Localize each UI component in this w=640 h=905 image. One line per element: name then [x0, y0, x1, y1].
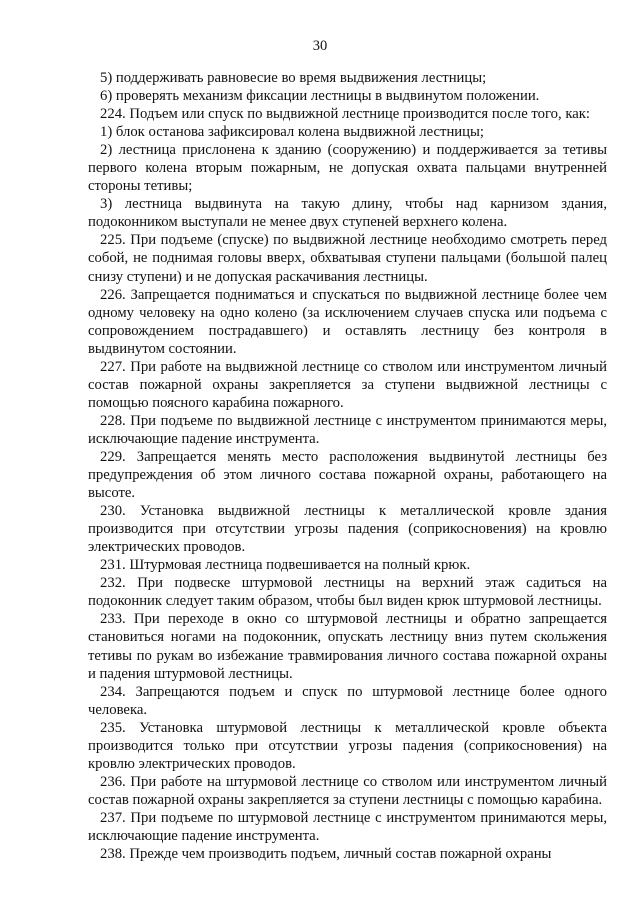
paragraph: 236. При работе на штурмовой лестнице со стволом или инструментом личный состав пожарной охраны закрепляется за ступени лестницы с помощью карабина.: [88, 773, 607, 808]
paragraph: 225. При подъеме (спуске) по выдвижной лестнице необходимо смотреть перед собой, не поднимая головы вверх, обхватывая ступени пальцами (большой палец снизу ступени) и не допуская раскачивания лестницы.: [88, 232, 607, 285]
paragraph: 227. При работе на выдвижной лестнице со стволом или инструментом личный состав пожарной охраны закрепляется за ступени выдвижной лестницы с помощью поясного карабина пожарного.: [88, 358, 607, 411]
paragraph: 235. Установка штурмовой лестницы к металлической кровле объекта производится только при отсутствии угрозы падения (соприкосновения) на кровлю электрических проводов.: [88, 719, 607, 772]
page-number: 30: [312, 38, 328, 54]
paragraph: 232. При подвеске штурмовой лестницы на верхний этаж садиться на подоконник следует таким образом, чтобы был виден крюк штурмовой лестницы.: [88, 575, 607, 610]
paragraph: 238. Прежде чем производить подъем, личный состав пожарной охраны: [100, 846, 552, 863]
paragraph: 6) проверять механизм фиксации лестницы в выдвинутом положении.: [100, 88, 540, 105]
paragraph: 1) блок останова зафиксировал колена выдвижной лестницы;: [100, 124, 484, 141]
paragraph: 226. Запрещается подниматься и спускаться по выдвижной лестнице более чем одному человеку на одно колено (за исключением случаев спуска или подъема с сопровождением пострадавшего) и оставлять лестницу без контроля в выдвинутом состоянии.: [88, 286, 607, 357]
paragraph: 229. Запрещается менять место расположения выдвинутой лестницы без предупреждения об этом личного состава пожарной охраны, работающего на высоте.: [88, 448, 607, 502]
paragraph: 5) поддерживать равновесие во время выдвижения лестницы;: [100, 70, 487, 86]
paragraph: 3) лестница выдвинута на такую длину, чтобы над карнизом здания, подоконником выступали не менее двух ступеней верхнего колена.: [88, 196, 607, 231]
document-body: [88, 69, 607, 863]
paragraph: 234. Запрещаются подъем и спуск по штурмовой лестнице более одного человека.: [88, 683, 607, 718]
paragraph: 230. Установка выдвижной лестницы к металлической кровле здания производится при отсутствии угрозы падения (соприкосновения) на кровлю электрических проводов.: [88, 503, 607, 556]
paragraph: 224. Подъем или спуск по выдвижной лестнице производится после того, как:: [100, 106, 590, 123]
paragraph: 2) лестница прислонена к зданию (сооружению) и поддерживается за тетивы первого колена вторым пожарным, не допуская охвата пальцами внутренней стороны тетивы;: [88, 142, 607, 195]
paragraph: 237. При подъеме по штурмовой лестнице с инструментом принимаются меры, исключающие падение инструмента.: [88, 809, 607, 844]
paragraph: 231. Штурмовая лестница подвешивается на полный крюк.: [100, 557, 471, 574]
paragraph: 233. При переходе в окно со штурмовой лестницы и обратно запрещается становиться ногами на подоконник, опускать лестницу вниз путем скольжения тетивы по рукам во избежание травмирования личного состава пожарной охраны и падения штурмовой лестницы.: [88, 611, 607, 682]
paragraph: 228. При подъеме по выдвижной лестнице с инструментом принимаются меры, исключающие падение инструмента.: [88, 412, 607, 447]
